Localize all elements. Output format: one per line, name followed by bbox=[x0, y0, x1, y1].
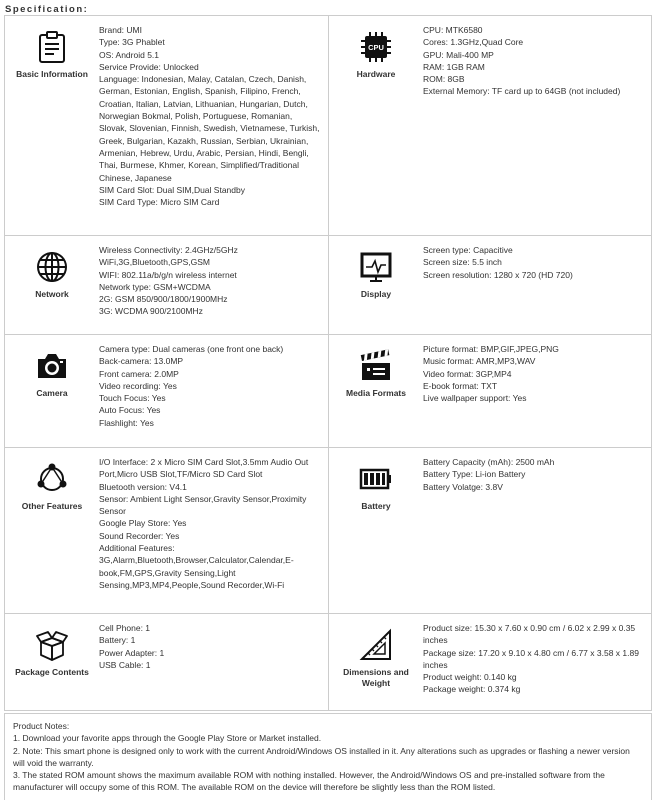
spec-line: WiFi,3G,Bluetooth,GPS,GSM bbox=[99, 257, 211, 268]
spec-line: SIM Card Type: Micro SIM Card bbox=[99, 197, 220, 208]
section-values bbox=[423, 622, 651, 704]
battery-icon bbox=[359, 462, 393, 496]
section-label: Display bbox=[360, 289, 392, 299]
spec-line: Picture format: BMP,GIF,JPEG,PNG bbox=[423, 344, 559, 354]
spec-row bbox=[5, 335, 651, 448]
page-title: Specification: bbox=[5, 4, 89, 15]
section-values bbox=[99, 343, 328, 441]
spec-line: Type: 3G Phablet bbox=[99, 37, 165, 48]
note-item: 1. Download your favorite apps through the Google Play Store or Market installed. bbox=[13, 733, 322, 744]
spec-line: Language: Indonesian, Malay, Catalan, Czech, Danish, German, Estonian, English, Spanish, Filipino, French, Croatian, Italian, Latvian, Lithuanian, Hungarian, Dutch, Norwegian Bokmal, Polish, Portuguese, Romanian, Slovak, Slovenian, Finnish, Swedish, Vietnamese, Turkish, Greek, Bulgarian, Kazakh, Russian, Serbian, Ukrainian, Armenian, Hebrew, Urdu, Arabic, Persian, Hindi, Bengli, Thai, Burmese, Khmer, Korean, Simplified/Traditional Chinese, Japanese bbox=[99, 74, 320, 183]
spec-line: USB Cable: 1 bbox=[99, 659, 151, 670]
spec-row bbox=[5, 614, 651, 710]
cpu-icon bbox=[359, 30, 393, 64]
section-values bbox=[99, 24, 328, 229]
spec-line: Screen type: Capacitive bbox=[423, 245, 513, 255]
spec-line: 2G: GSM 850/900/1800/1900MHz bbox=[99, 294, 228, 305]
spec-line: Service Provide: Unlocked bbox=[99, 61, 199, 72]
open-box-icon bbox=[35, 628, 69, 662]
spec-row bbox=[5, 448, 651, 614]
spec-line: Brand: UMI bbox=[99, 25, 142, 35]
spec-line: Battery: 1 bbox=[99, 635, 136, 646]
battery-cell bbox=[328, 448, 651, 613]
spec-line: Touch Focus: Yes bbox=[99, 393, 166, 404]
spec-line: Battery Capacity (mAh): 2500 mAh bbox=[423, 457, 555, 467]
section-label: Package Contents bbox=[15, 667, 89, 677]
section-label: Battery bbox=[361, 501, 391, 511]
spec-line: Back-camera: 13.0MP bbox=[99, 356, 184, 367]
note-item: 2. Note: This smart phone is designed only to work with the current Android/Windows OS installed in it. Any alterations such as upgrades or flashing a newer version will void the warranty. bbox=[13, 745, 630, 768]
spec-line: Package size: 17.20 x 9.10 x 4.80 cm / 6.77 x 3.58 x 1.89 inches bbox=[423, 647, 639, 670]
section-values bbox=[423, 343, 651, 441]
clapperboard-icon bbox=[359, 349, 393, 383]
section-values bbox=[423, 24, 651, 229]
specification-table bbox=[4, 15, 652, 711]
spec-line: Screen resolution: 1280 x 720 (HD 720) bbox=[423, 269, 573, 280]
spec-line: CPU: MTK6580 bbox=[423, 25, 483, 35]
media-formats-cell bbox=[328, 335, 651, 447]
display-icon bbox=[359, 250, 393, 284]
spec-line: Live wallpaper support: Yes bbox=[423, 393, 527, 404]
camera-icon bbox=[35, 349, 69, 383]
spec-line: Video format: 3GP,MP4 bbox=[423, 368, 512, 379]
section-label: Network bbox=[35, 289, 69, 299]
network-cell bbox=[5, 236, 328, 334]
spec-line: Google Play Store: Yes bbox=[99, 518, 187, 529]
section-values bbox=[99, 244, 328, 328]
basic-information-cell bbox=[5, 16, 328, 235]
note-item: 3. The stated ROM amount shows the maximum available ROM with nothing installed. However, the Android/Windows OS and pre-installed software from the manufacturer will occupy some of this ROM. The available ROM on the device will therefore be slightly less than the ROM listed. bbox=[13, 770, 605, 793]
spec-line: Bluetooth version: V4.1 bbox=[99, 481, 187, 492]
spec-row bbox=[5, 236, 651, 335]
spec-line: ROM: 8GB bbox=[423, 74, 465, 85]
spec-line: Product weight: 0.140 kg bbox=[423, 672, 517, 683]
spec-line: Music format: AMR,MP3,WAV bbox=[423, 356, 536, 367]
dimensions-weight-cell bbox=[328, 614, 651, 710]
spec-row bbox=[5, 16, 651, 236]
spec-line: SIM Card Slot: Dual SIM,Dual Standby bbox=[99, 184, 245, 195]
other-features-cell bbox=[5, 448, 328, 613]
spec-line: Battery Type: Li-ion Battery bbox=[423, 469, 526, 480]
clipboard-icon bbox=[35, 30, 69, 64]
package-contents-cell bbox=[5, 614, 328, 710]
camera-cell bbox=[5, 335, 328, 447]
spec-line: WIFI: 802.11a/b/g/n wireless internet bbox=[99, 269, 237, 280]
section-label: Media Formats bbox=[346, 388, 406, 398]
spec-line: Cores: 1.3GHz,Quad Core bbox=[423, 37, 524, 48]
section-label: Dimensions and Weight bbox=[343, 667, 409, 688]
spec-line: 3G: WCDMA 900/2100MHz bbox=[99, 306, 203, 317]
section-label: Hardware bbox=[356, 69, 396, 79]
cpu-icon-text: CPU bbox=[368, 43, 384, 52]
spec-line: I/O Interface: 2 x Micro SIM Card Slot,3.5mm Audio Out Port,Micro USB Slot,TF/Micro SD Card Slot bbox=[99, 457, 309, 480]
spec-line: Sound Recorder: Yes bbox=[99, 530, 180, 541]
spec-line: RAM: 1GB RAM bbox=[423, 61, 485, 72]
section-values bbox=[99, 622, 328, 704]
spec-line: Video recording: Yes bbox=[99, 380, 177, 391]
spec-line: E-book format: TXT bbox=[423, 380, 498, 391]
spec-line: Battery Volatge: 3.8V bbox=[423, 481, 503, 492]
hardware-cell bbox=[328, 16, 651, 235]
section-label: Camera bbox=[36, 388, 68, 398]
spec-line: External Memory: TF card up to 64GB (not included) bbox=[423, 86, 621, 97]
spec-line: Flashlight: Yes bbox=[99, 417, 154, 428]
section-label: Other Features bbox=[21, 501, 83, 511]
display-cell bbox=[328, 236, 651, 334]
globe-icon bbox=[35, 250, 69, 284]
notes-title: Product Notes: bbox=[13, 721, 70, 731]
spec-line: GPU: Mali-400 MP bbox=[423, 49, 494, 60]
product-notes bbox=[4, 713, 652, 800]
spec-line: Additional Features: bbox=[99, 543, 175, 554]
section-values bbox=[99, 456, 328, 607]
section-values bbox=[423, 244, 651, 328]
spec-line: Sensor: Ambient Light Sensor,Gravity Sensor,Proximity Sensor bbox=[99, 493, 307, 517]
section-values bbox=[423, 456, 651, 607]
section-label: Basic Information bbox=[16, 69, 88, 79]
spec-line: Cell Phone: 1 bbox=[99, 623, 151, 633]
spec-line: Screen size: 5.5 inch bbox=[423, 257, 502, 268]
spec-line: Auto Focus: Yes bbox=[99, 405, 161, 416]
spec-line: OS: Android 5.1 bbox=[99, 49, 160, 60]
spec-line: Product size: 15.30 x 7.60 x 0.90 cm / 6.02 x 2.99 x 0.35 inches bbox=[423, 623, 636, 646]
spec-line: Front camera: 2.0MP bbox=[99, 368, 179, 379]
ruler-triangle-icon bbox=[359, 628, 393, 662]
spec-line: Network type: GSM+WCDMA bbox=[99, 281, 211, 292]
share-nodes-icon bbox=[35, 462, 69, 496]
spec-line: Package weight: 0.374 kg bbox=[423, 684, 521, 695]
spec-line: 3G,Alarm,Bluetooth,Browser,Calculator,Calendar,E-book,FM,GPS,Gravity Sensing,Light Sensing,MP3,MP4,People,Sound Recorder,Wi-Fi bbox=[99, 555, 294, 590]
spec-line: Wireless Connectivity: 2.4GHz/5GHz bbox=[99, 245, 238, 255]
spec-line: Power Adapter: 1 bbox=[99, 647, 165, 658]
spec-line: Camera type: Dual cameras (one front one back) bbox=[99, 344, 284, 354]
